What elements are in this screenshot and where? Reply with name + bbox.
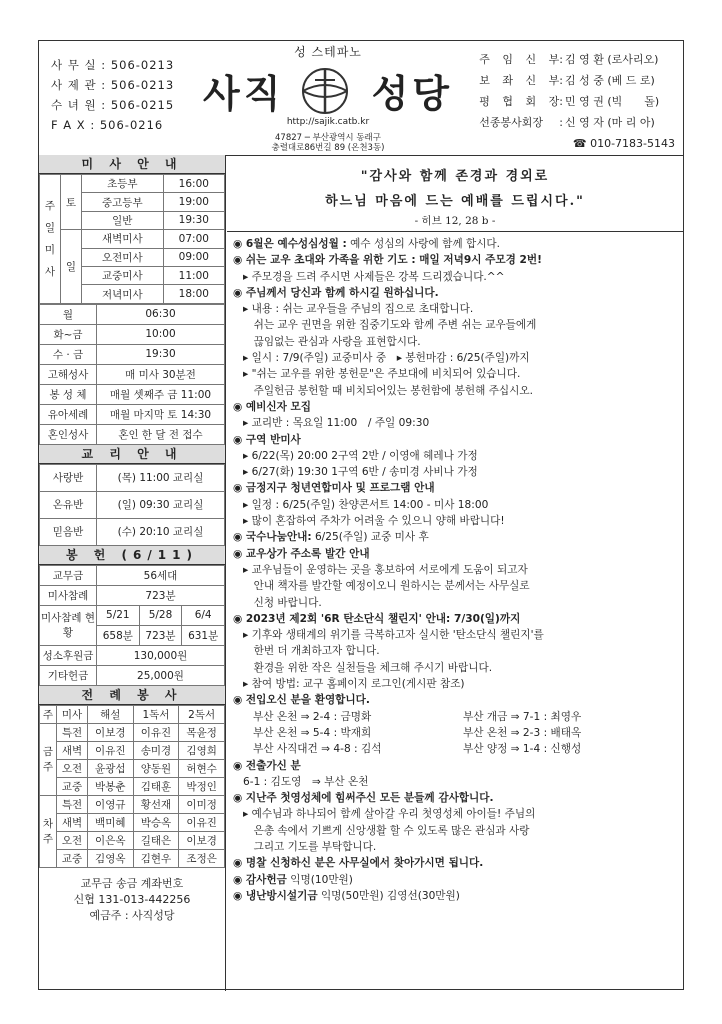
announcement-title (233, 399, 677, 415)
quote-line-1: "감사와 함께 존경과 경외로 (360, 169, 550, 184)
announcement-heading: ◉ 전출가신 분 (233, 759, 301, 772)
account-info (39, 868, 225, 924)
service-cell: 교중 (57, 777, 88, 795)
announcement-detail: 6/25(주일) 교중 미사 후 (311, 531, 429, 544)
service-cell: 박봉춘 (87, 777, 133, 795)
announcement-heading: ◉ 전입오신 분을 환영합니다. (233, 694, 370, 707)
announcement-line: ▸ 6/22(목) 20:00 2구역 2반 / 이영애 헤레나 가정 (243, 449, 478, 462)
announcement-detail: 익명(50만원) 김영선(30만원) (317, 889, 460, 902)
classes-title: 교 리 안 내 (39, 445, 225, 464)
service-cell: 김태훈 (133, 777, 179, 795)
service-cell: 새벽 (57, 813, 88, 831)
service-title: 전 례 봉 사 (39, 686, 225, 705)
contact-rectory: 사 제 관 : 506-0213 (51, 78, 175, 92)
service-cell: 윤광섭 (87, 759, 133, 777)
announcement-line: 6-1 : 김도영 ⇒ 부산 온천 (243, 775, 369, 788)
announcement-line: 안내 책자를 발간할 예정이오니 원하시는 분께서는 사무실로 (243, 580, 530, 593)
service-cell: 이유진 (87, 741, 133, 759)
transfer-entry: 부산 온천 ⇒ 2-4 : 금명화 (253, 710, 372, 723)
mass-name: 새벽미사 (82, 230, 164, 248)
announcement-title (233, 480, 677, 496)
mass-table (39, 174, 225, 304)
staff-name: 김 영 환 (로사리오) (565, 53, 659, 66)
service-head: 해설 (87, 705, 133, 723)
announcement-line: 쉬는 교우 권면을 위한 집중기도와 함께 주변 쉬는 교우들에게 (243, 319, 537, 332)
service-cell: 오전 (57, 831, 88, 849)
service-table (39, 705, 225, 868)
transfer-row (233, 709, 677, 725)
header (39, 41, 683, 156)
announcement-line: ▸ 예수님과 하나되어 함께 살아갈 우리 첫영성체 아이들! 주님의 (243, 808, 536, 821)
mass-name: 중고등부 (82, 193, 164, 211)
service-cell: 김현우 (133, 849, 179, 867)
staff-role: 주 임 신 부 (479, 53, 560, 66)
weekday-label: 화~금 (40, 324, 97, 344)
service-cell: 길태은 (133, 831, 179, 849)
announcement-heading: ◉ 교우상가 주소록 발간 안내 (233, 547, 370, 560)
contact-fax: F A X : 506-0216 (51, 118, 164, 132)
service-head: 주 (40, 705, 57, 723)
announcement-heading: ◉ 지난주 첫영성체에 힘써주신 모든 분들께 감사합니다. (233, 792, 494, 805)
announcement-line: ▸ 6/27(화) 19:30 1구역 6반 / 송미경 사비나 가정 (243, 466, 478, 479)
offering-table (39, 565, 225, 686)
staff-name: 민 영 권 (빅 돌) (565, 95, 660, 108)
service-cell: 이은옥 (87, 831, 133, 849)
announcement-title (233, 888, 677, 904)
announcement-line: ▸ 기후와 생태계의 위기를 극복하고자 실시한 '탄소단식 챌린지'를 (243, 629, 544, 642)
announcement-line: ▸ "쉬는 교우를 위한 봉헌문"은 주보대에 비치되어 있습니다. (243, 368, 521, 381)
announcement-line: 끊임없는 관심과 사랑을 표현합시다. (243, 335, 421, 348)
mass-name: 저녁미사 (82, 285, 164, 303)
church-name-left: 사직 (203, 72, 285, 116)
mass-name: 초등부 (82, 175, 164, 193)
announcement-line: ▸ 참여 방법: 교구 홈페이지 로그인(게시판 참조) (243, 678, 465, 691)
bulletin-page (38, 40, 684, 990)
service-cell: 오전 (57, 759, 88, 777)
announcement-heading: ◉ 6월은 예수성심성월 : (233, 238, 347, 250)
weekday-time: 10:00 (97, 324, 225, 344)
announcement-heading: ◉ 예비신자 모집 (233, 400, 312, 413)
sacrament-label: 혼인성사 (40, 424, 97, 444)
staff-role: 보 좌 신 부 (479, 74, 560, 87)
announcement-title (233, 855, 677, 871)
offering-value: 56세대 (97, 565, 225, 585)
service-head: 1독서 (133, 705, 179, 723)
offering-value: 130,000원 (97, 645, 225, 665)
staff-role: 선종봉사회장 (479, 116, 544, 129)
sacrament-label: 봉 성 체 (40, 384, 97, 404)
account-line: 신협 131-013-442256 (73, 892, 191, 906)
staff-list: 주 임 신 부 : 김 영 환 (로사리오) 보 좌 신 부 : 김 성 중 (베 드 로) 평 협 회 장 : 민 영 권 (빅 돌) 선종봉사회장 : 신 영 자 (마 리 아) ☎ 010-7183-5143 (479, 49, 675, 154)
address-line-1: 47827 ─ 부산광역시 동래구 (275, 133, 381, 143)
weekday-table (39, 304, 225, 445)
classes-table (39, 464, 225, 546)
account-line: 예금주 : 사직성당 (89, 908, 175, 922)
announcement-title (233, 285, 677, 301)
mass-time: 11:00 (163, 266, 224, 284)
service-cell: 이유진 (133, 723, 179, 741)
trend-date: 5/28 (139, 605, 182, 625)
attendance-trend-label: 미사참례 현황 (40, 605, 97, 645)
church-name-right: 성당 (371, 72, 453, 116)
mass-time: 07:00 (163, 230, 224, 248)
announcement-title (233, 872, 677, 888)
transfer-entry: 부산 온천 ⇒ 2-3 : 배태옥 (463, 726, 582, 739)
announcement-line: ▸ 주모경을 드려 주시면 사제들은 강복 드리겠습니다.^^ (243, 270, 505, 283)
address (189, 133, 467, 153)
offering-value: 25,000원 (97, 665, 225, 685)
sunday-mass-label: 주 일 미 사 (40, 175, 61, 304)
transfer-entry: 부산 개금 ⇒ 7-1 : 최영우 (463, 710, 582, 723)
announcement-title (233, 236, 677, 252)
church-logo-icon (299, 65, 351, 117)
service-head: 2독서 (179, 705, 225, 723)
offering-label: 교무금 (40, 565, 97, 585)
service-cell: 특전 (57, 795, 88, 813)
service-cell: 허현수 (179, 759, 225, 777)
announcement-title (233, 611, 677, 627)
announcement-detail: 익명(10만원) (286, 873, 353, 886)
class-time: (일) 09:30 교리실 (97, 491, 225, 518)
offering-value: 723분 (97, 585, 225, 605)
transfer-row (233, 741, 677, 757)
trend-value: 631분 (182, 625, 225, 645)
offering-label: 기타헌금 (40, 665, 97, 685)
website-url[interactable]: http://sajik.catb.kr (286, 117, 370, 127)
mass-time: 09:00 (163, 248, 224, 266)
account-line: 교무금 송금 계좌번호 (80, 876, 184, 890)
announcement-detail: 예수 성심의 사랑에 함께 합시다. (346, 238, 501, 250)
service-cell: 박승옥 (133, 813, 179, 831)
service-cell: 이영규 (87, 795, 133, 813)
service-cell: 이미정 (179, 795, 225, 813)
announcement-line: 주일헌금 봉헌할 때 비치되어있는 봉헌함에 봉헌해 주십시오. (243, 384, 534, 397)
trend-date: 6/4 (182, 605, 225, 625)
announcement-heading: ◉ 감사헌금 (233, 873, 287, 886)
service-cell: 양동원 (133, 759, 179, 777)
staff-name: 신 영 자 (마 리 아) (565, 116, 655, 129)
announcement-line: 신청 바랍니다. (243, 596, 322, 609)
announcement-line: ▸ 교우님들이 운영하는 곳을 홍보하여 서로에게 도움이 되고자 (243, 563, 528, 576)
announcement-line: 한번 더 개최하고자 합니다. (243, 645, 380, 658)
patron-subtitle: 성 스테파노 (294, 45, 362, 59)
announcement-heading: ◉ 구역 반미사 (233, 433, 301, 446)
announcement-line: ▸ 일정 : 6/25(주일) 찬양콘서트 14:00 - 미사 18:00 (243, 498, 489, 511)
service-cell: 백미혜 (87, 813, 133, 831)
announcement-heading: ◉ 주님께서 당신과 함께 하시길 원하십니다. (233, 286, 439, 299)
announcement-title (233, 692, 677, 708)
transfer-row (233, 725, 677, 741)
quote-line-2: 하느님 마음에 드는 예배를 드립시다." (325, 194, 585, 209)
class-name: 사랑반 (40, 464, 97, 491)
scripture-quote (227, 155, 683, 232)
announcement-title (233, 252, 677, 268)
transfer-entry: 부산 양정 ⇒ 1-4 : 신행성 (463, 743, 582, 756)
week-label: 차 주 (40, 795, 57, 867)
staff-role: 평 협 회 장 (479, 95, 560, 108)
quote-reference: - 히브 12, 28 b - (414, 215, 496, 227)
offering-label: 성소후원금 (40, 645, 97, 665)
announcement-heading: ◉ 명찰 신청하신 분은 사무실에서 찾아가시면 됩니다. (233, 857, 484, 870)
trend-value: 658분 (97, 625, 140, 645)
class-time: (수) 20:10 교리실 (97, 518, 225, 545)
offering-title: 봉 헌 (6/11) (39, 546, 225, 565)
weekday-label: 월 (40, 304, 97, 324)
announcement-line: 그리고 기도를 부탁합니다. (243, 840, 377, 853)
weekday-time: 06:30 (97, 304, 225, 324)
announcement-line: ▸ 일시 : 7/9(주일) 교중미사 중 ▸ 봉헌마감 : 6/25(주일)까지 (243, 352, 530, 365)
sacrament-time: 혼인 한 달 전 접수 (97, 424, 225, 444)
service-cell: 이보경 (179, 831, 225, 849)
sacrament-time: 매월 마지막 토 14:30 (97, 404, 225, 424)
transfer-entry: 부산 사직대건 ⇒ 4-8 : 김석 (253, 743, 382, 756)
sacrament-time: 매 미사 30분전 (97, 364, 225, 384)
mass-name: 교중미사 (82, 266, 164, 284)
weekday-time: 19:30 (97, 344, 225, 364)
announcement-line: ▸ 많이 혼잡하여 주차가 어려울 수 있으니 양해 바랍니다! (243, 515, 505, 528)
staff-name: 김 성 중 (베 드 로) (565, 74, 655, 87)
transfer-entry: 부산 온천 ⇒ 5-4 : 박재희 (253, 726, 372, 739)
phone-number: ☎ 010-7183-5143 (572, 137, 675, 150)
announcement-heading: ◉ 금정지구 청년연합미사 및 프로그램 안내 (233, 482, 435, 495)
contact-office: 사 무 실 : 506-0213 (51, 58, 175, 72)
service-cell: 김영옥 (87, 849, 133, 867)
contact-list (51, 55, 174, 135)
right-column (227, 155, 683, 991)
announcement-title (233, 546, 677, 562)
announcements (227, 232, 683, 904)
service-cell: 조정은 (179, 849, 225, 867)
weekday-label: 수 · 금 (40, 344, 97, 364)
service-cell: 새벽 (57, 741, 88, 759)
trend-date: 5/21 (97, 605, 140, 625)
announcement-title (233, 758, 677, 774)
service-cell: 이유진 (179, 813, 225, 831)
mass-time: 19:00 (163, 193, 224, 211)
saturday-label: 토 (61, 175, 82, 230)
announcement-line: 은총 속에서 기쁘게 신앙생활 할 수 있도록 많은 관심과 사랑 (243, 824, 530, 837)
left-column (39, 155, 226, 991)
service-cell: 김영희 (179, 741, 225, 759)
church-title-block (189, 41, 467, 155)
service-cell: 송미경 (133, 741, 179, 759)
class-time: (목) 11:00 교리실 (97, 464, 225, 491)
announcement-title (233, 790, 677, 806)
service-cell: 특전 (57, 723, 88, 741)
address-line-2: 충렬대로86번길 89 (온천3동) (271, 143, 385, 153)
sunday-label: 일 (61, 230, 82, 304)
class-name: 온유반 (40, 491, 97, 518)
announcement-line: 환경을 위한 작은 실천들을 체크해 주시기 바랍니다. (243, 661, 493, 674)
week-label: 금 주 (40, 723, 57, 795)
mass-name: 오전미사 (82, 248, 164, 266)
mass-time: 19:30 (163, 211, 224, 229)
service-cell: 박정인 (179, 777, 225, 795)
announcement-title (233, 529, 677, 545)
offering-label: 미사참례 (40, 585, 97, 605)
sacrament-label: 고해성사 (40, 364, 97, 384)
announcement-heading: ◉ 2023년 제2회 '6R 탄소단식 챌린지' 안내: 7/30(일)까지 (233, 612, 521, 625)
announcement-heading: ◉ 냉난방시설기금 (233, 889, 318, 902)
announcement-line: ▸ 교리반 : 목요일 11:00 / 주일 09:30 (243, 417, 430, 430)
mass-time: 16:00 (163, 175, 224, 193)
sacrament-label: 유아세례 (40, 404, 97, 424)
trend-value: 723분 (139, 625, 182, 645)
announcement-heading: ◉ 쉬는 교우 초대와 가족을 위한 기도 : 매일 저녁9시 주모경 2번! (233, 254, 542, 267)
service-cell: 이보경 (87, 723, 133, 741)
service-cell: 교중 (57, 849, 88, 867)
class-name: 믿음반 (40, 518, 97, 545)
service-cell: 황선재 (133, 795, 179, 813)
announcement-title (233, 432, 677, 448)
contact-convent: 수 녀 원 : 506-0215 (51, 98, 175, 112)
sacrament-time: 매월 셋째주 금 11:00 (97, 384, 225, 404)
service-cell: 목윤정 (179, 723, 225, 741)
mass-name: 일반 (82, 211, 164, 229)
service-head: 미사 (57, 705, 88, 723)
announcement-line: ▸ 내용 : 쉬는 교우들을 주님의 집으로 초대합니다. (243, 303, 474, 316)
mass-time: 18:00 (163, 285, 224, 303)
mass-title: 미 사 안 내 (39, 155, 225, 174)
announcement-heading: ◉ 국수나눔안내: (233, 531, 312, 544)
